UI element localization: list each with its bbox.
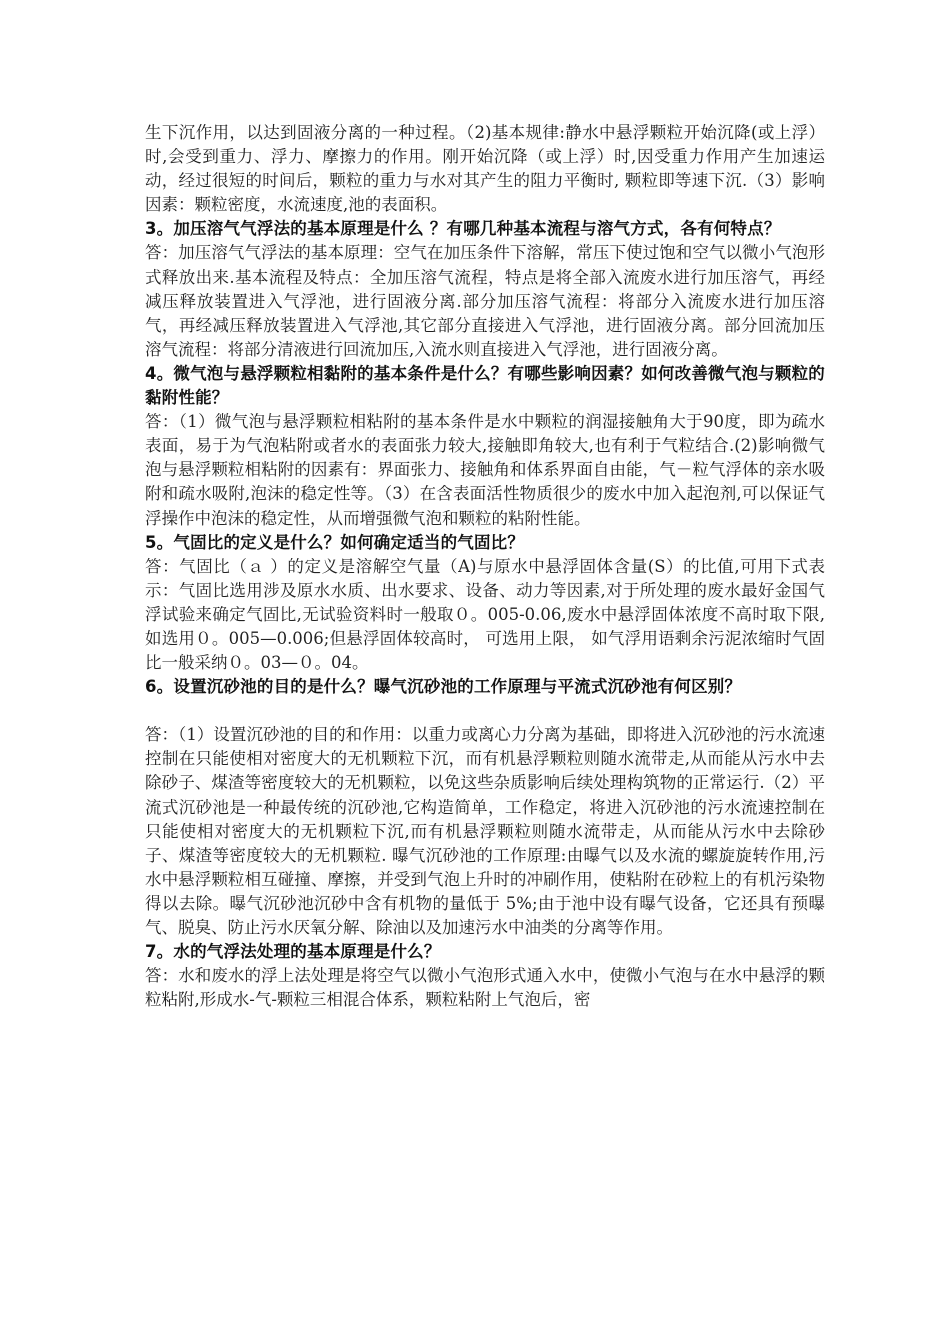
answer-7-paragraph: 答：水和废水的浮上法处理是将空气以微小气泡形式通入水中，使微小气泡与在水中悬浮的颗粒粘附,形成水-气-颗粒三相混合体系，颗粒粘附上气泡后，密: [145, 966, 825, 1010]
document-page: [145, 121, 825, 1012]
answer-paragraph-continued: 生下沉作用，以达到固液分离的一种过程。（2)基本规律:静水中悬浮颗粒开始沉降(或上浮）时,会受到重力、浮力、摩擦力的作用。刚开始沉降（或上浮）时,因受重力作用产生加速运动，经过很短的时间后，颗粒的重力与水对其产生的阻力平衡时, 颗粒即等速下沉.（3）影响因素：颗粒密度，水流速度,池的表面积。: [145, 123, 825, 215]
answer-5-paragraph: 答：气固比（ａ ）的定义是溶解空气量（A)与原水中悬浮固体含量(S）的比值,可用下式表示：气固比选用涉及原水水质、出水要求、设备、动力等因素,对于所处理的废水最好金国气浮试验来确定气固比,无试验资料时一般取０。005-0.06,废水中悬浮固体浓度不高时取下限,如选用０。005—0.006;但悬浮固体较高时， 可选用上限， 如气浮用语剩余污泥浓缩时气固比一般采纳０。03—０。04。: [145, 556, 825, 673]
answer-6-paragraph: 答：（1）设置沉砂池的目的和作用：以重力或离心力分离为基础，即将进入沉砂池的污水流速控制在只能使相对密度大的无机颗粒下沉，而有机悬浮颗粒则随水流带走,从而能从污水中去除砂子、煤渣等密度较大的无机颗粒，以免这些杂质影响后续处理构筑物的正常运行.（2）平流式沉砂池是一种最传统的沉砂池,它构造简单，工作稳定，将进入沉砂池的污水流速控制在只能使相对密度大的无机颗粒下沉,而有机悬浮颗粒则随水流带走，从而能从污水中去除砂子、煤渣等密度较大的无机颗粒. 曝气沉砂池的工作原理:由曝气以及水流的螺旋旋转作用,污水中悬浮颗粒相互碰撞、摩擦，并受到气泡上升时的冲刷作用，使粘附在砂粒上的有机污染物得以去除。曝气沉砂池沉砂中含有机物的量低于 5%;由于池中设有曝气设备，它还具有预曝气、脱臭、防止污水厌氧分解、除油以及加速污水中油类的分离等作用。: [145, 725, 825, 937]
answer-4-paragraph: 答：（1）微气泡与悬浮颗粒相粘附的基本条件是水中颗粒的润湿接触角大于90度，即为疏水表面，易于为气泡粘附或者水的表面张力较大,接触即角较大,也有利于气粒结合.(2)影响微气泡与悬浮颗粒相粘附的因素有：界面张力、接触角和体系界面自由能，气－粒气浮体的亲水吸附和疏水吸附,泡沫的稳定性等。（3）在含表面活性物质很少的废水中加入起泡剂,可以保证气浮操作中泡沫的稳定性，从而增强微气泡和颗粒的粘附性能。: [145, 412, 825, 528]
question-4-heading: 4。微气泡与悬浮颗粒相黏附的基本条件是什么？有哪些影响因素？如何改善微气泡与颗粒的黏附性能？: [145, 363, 825, 408]
question-3-heading: 3。加压溶气气浮法的基本原理是什么 ？有哪几种基本流程与溶气方式，各有何特点？: [145, 219, 781, 239]
question-6-heading: 6。设置沉砂池的目的是什么？曝气沉砂池的工作原理与平流式沉砂池有何区别？: [145, 677, 742, 697]
question-7-heading: 7。水的气浮法处理的基本原理是什么？: [145, 942, 441, 962]
answer-3-paragraph: 答：加压溶气气浮法的基本原理：空气在加压条件下溶解，常压下使过饱和空气以微小气泡形式释放出来.基本流程及特点：全加压溶气流程，特点是将全部入流废水进行加压溶气，再经减压释放装置进入气浮池，进行固液分离.部分加压溶气流程：将部分入流废水进行加压溶气，再经减压释放装置进入气浮池,其它部分直接进入气浮池，进行固液分离。部分回流加压溶气流程：将部分清液进行回流加压,入流水则直接进入气浮池，进行固液分离。: [145, 243, 825, 359]
question-5-heading: 5。气固比的定义是什么？如何确定适当的气固比？: [145, 532, 525, 552]
